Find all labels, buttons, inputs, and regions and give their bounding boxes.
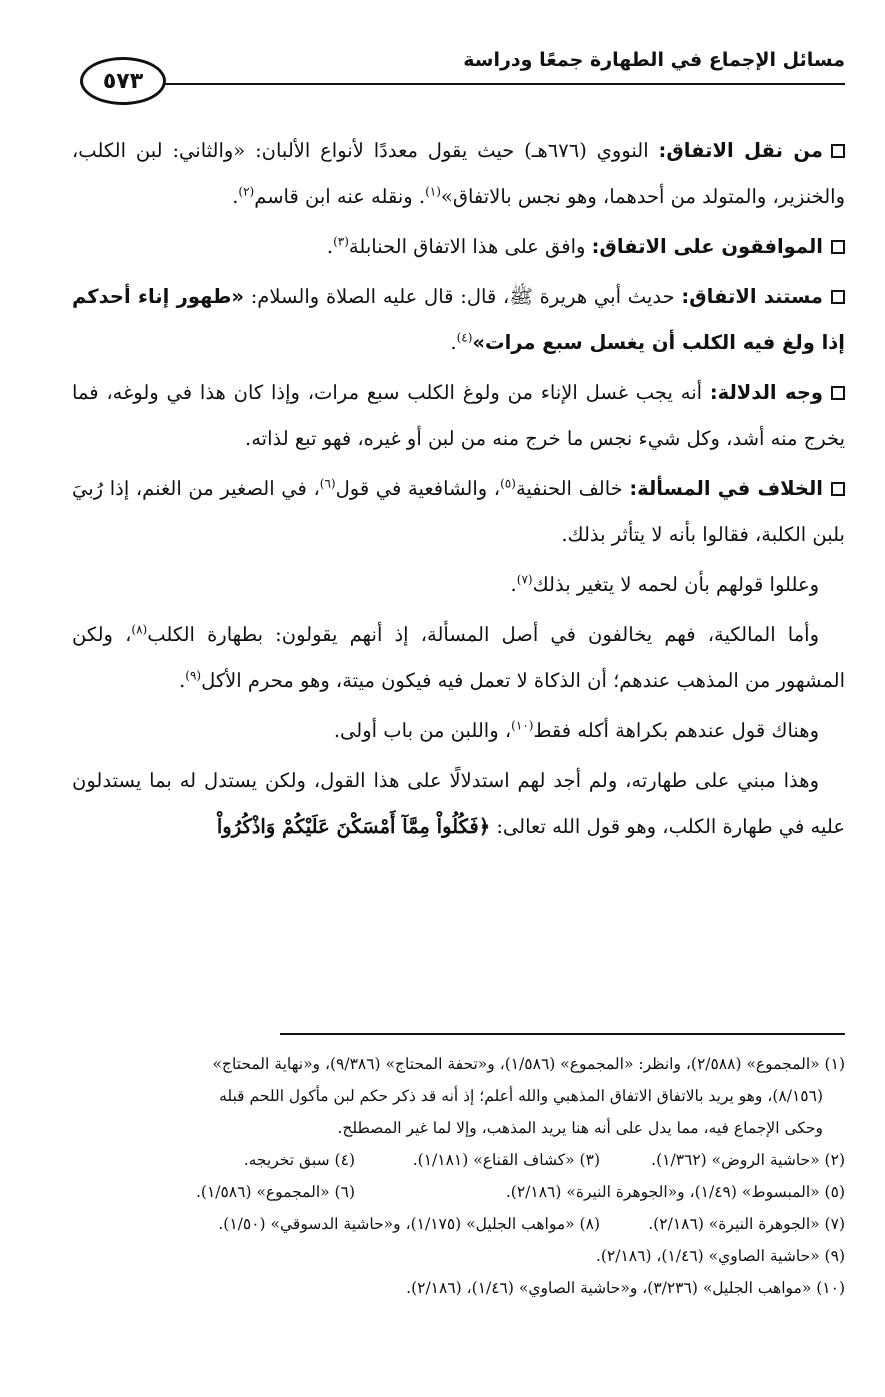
footnote-6: (٦) «المجموع» (١/٥٨٦).	[195, 1183, 355, 1201]
footnote-ref[interactable]: (٨)	[131, 622, 148, 637]
paragraph-text: .	[232, 185, 239, 208]
paragraph-text: النووي (٦٧٦هـ) حيث يقول معددًا لأنواع الألبان: «والثاني: لبن الكلب، والخنزير، والمتولد من أحدهما، وهو نجس بالاتفاق»	[72, 139, 845, 208]
paragraph-text: .	[510, 573, 517, 596]
footnote-5: (٥) «المبسوط» (١/٤٩)، و«الجوهرة النيرة» (٢/١٨٦).	[505, 1183, 845, 1201]
footnote-ref[interactable]: (٥)	[500, 476, 516, 491]
page-number-badge	[80, 57, 166, 105]
footnote-3: (٣) «كشاف القناع» (١/١٨١).	[412, 1151, 600, 1169]
footnote-separator	[280, 1033, 845, 1035]
footnote-2: (٢) «حاشية الروض» (١/٣٦٢).	[651, 1151, 845, 1169]
section-term: من نقل الاتفاق:	[658, 139, 823, 162]
footnote-1: (١) «المجموع» (٢/٥٨٨)، وانظر: «المجموع» (١/٥٨٦)، و«تحفة المحتاج» (٩/٣٨٦)، و«نهاية المحتاج»	[212, 1055, 845, 1073]
footnote-ref[interactable]: (١٠)	[511, 718, 534, 733]
paragraph-text: وأما المالكية، فهم يخالفون في أصل المسألة، إذ أنهم يقولون: بطهارة الكلب	[147, 623, 819, 646]
footnote-row	[55, 1176, 845, 1208]
section-term: وجه الدلالة:	[709, 381, 823, 404]
footnote-ref[interactable]: (٣)	[333, 234, 349, 249]
page-header	[80, 45, 845, 120]
footnote-ref[interactable]: (٢)	[238, 184, 255, 199]
square-bullet-icon	[831, 240, 845, 254]
footnote-row	[55, 1208, 845, 1240]
paragraph-text: وهناك قول عندهم بكراهة أكله فقط	[533, 719, 819, 742]
main-text	[72, 128, 845, 854]
footnote-ref[interactable]: (١)	[425, 184, 441, 199]
footnote-4: (٤) سبق تخريجه.	[243, 1151, 355, 1169]
footnote-ref[interactable]: (٩)	[185, 668, 202, 683]
square-bullet-icon	[831, 482, 845, 496]
header-rule	[165, 83, 845, 85]
paragraph-text: . ونقله عنه ابن قاسم	[254, 185, 426, 208]
paragraph-malikis	[72, 612, 845, 704]
footnote-ref[interactable]: (٦)	[319, 476, 336, 491]
paragraph-evidence	[72, 274, 845, 366]
footnote-ref[interactable]: (٤)	[456, 330, 473, 345]
footnote-10: (١٠) «مواهب الجليل» (٣/٢٣٦)، و«حاشية الصاوي» (١/٤٦)، (٢/١٨٦).	[406, 1279, 845, 1297]
paragraph-text: وهذا مبني على طهارته، ولم أجد لهم استدلالًا على هذا القول، ولكن يستدل له بما يستدلون عليه في طهارة الكلب، وهو قول الله تعالى:	[72, 769, 845, 838]
section-term: الموافقون على الاتفاق:	[591, 235, 823, 258]
paragraph-text: .	[326, 235, 334, 258]
square-bullet-icon	[831, 386, 845, 400]
footnote-1-cont: وحكى الإجماع فيه، مما يدل على أنه هنا يريد المذهب، وإلا لما غير المصطلح.	[337, 1119, 823, 1137]
footnotes	[55, 1048, 845, 1304]
paragraph-text: ، في الصغير من الغنم، إذا رُبيَ بلبن الكلبة، فقالوا بأنه لا يتأثر بذلك.	[72, 477, 845, 546]
footnote-1-cont: (٨/١٥٦)، وهو يريد بالاتفاق الاتفاق المذهبي والله أعلم؛ إذ أنه قد ذكر حكم لبن مأكول اللحم قبله	[219, 1087, 823, 1105]
paragraph-who-transmitted	[72, 128, 845, 220]
page-number: ٥٧٣	[102, 68, 144, 94]
paragraph-text: ، والشافعية في قول	[335, 477, 501, 500]
square-bullet-icon	[831, 144, 845, 158]
section-term: مستند الاتفاق:	[681, 285, 823, 308]
paragraph-indication	[72, 370, 845, 462]
paragraph-text: ، ولكن المشهور من المذهب عندهم؛ أن الذكاة لا تعمل فيه فيكون ميتة، وهو محرم الأكل	[72, 623, 845, 692]
quran-verse: ﴿فَكُلُواْ مِمَّآ أَمْسَكْنَ عَلَيْكُمْ وَاذْكُرُواْ	[216, 815, 491, 838]
paragraph-text: وعللوا قولهم بأن لحمه لا يتغير بذلك	[532, 573, 819, 596]
footnote-7: (٧) «الجوهرة النيرة» (٢/١٨٦).	[648, 1215, 845, 1233]
paragraph-text: .	[450, 331, 457, 354]
paragraph-text: خالف الحنفية	[515, 477, 630, 500]
paragraph-agreeing	[72, 224, 845, 270]
running-title: مسائل الإجماع في الطهارة جمعًا ودراسة	[463, 49, 845, 71]
footnote-row	[55, 1144, 845, 1176]
paragraph-text: .	[179, 669, 186, 692]
paragraph-text: أنه يجب غسل الإناء من ولوغ الكلب سبع مرات، وإذا كان هذا في ولوغه، فما يخرج منه أشد، وكل شيء نجس ما خرج منه من لبن أو غيره، فهو تبع لذاته.	[72, 381, 845, 450]
footnote-ref[interactable]: (٧)	[516, 572, 533, 587]
footnote-8: (٨) «مواهب الجليل» (١/١٧٥)، و«حاشية الدسوقي» (١/٥٠).	[218, 1215, 600, 1233]
section-term: الخلاف في المسألة:	[629, 477, 823, 500]
paragraph-basis	[72, 758, 845, 850]
square-bullet-icon	[831, 290, 845, 304]
paragraph-disagreement	[72, 466, 845, 558]
hadith-quote: «طهور إناء أحدكم إذا ولغ فيه الكلب أن يغسل سبع مرات»	[72, 285, 845, 354]
paragraph-other-view	[72, 708, 845, 754]
paragraph-reasoning	[72, 562, 845, 608]
paragraph-text: ، واللبن من باب أولى.	[333, 719, 512, 742]
footnote-9: (٩) «حاشية الصاوي» (١/٤٦)، (٢/١٨٦).	[595, 1247, 845, 1265]
paragraph-text: وافق على هذا الاتفاق الحنابلة	[348, 235, 592, 258]
paragraph-text: حديث أبي هريرة ﷺ، قال: قال عليه الصلاة والسلام:	[250, 285, 682, 308]
